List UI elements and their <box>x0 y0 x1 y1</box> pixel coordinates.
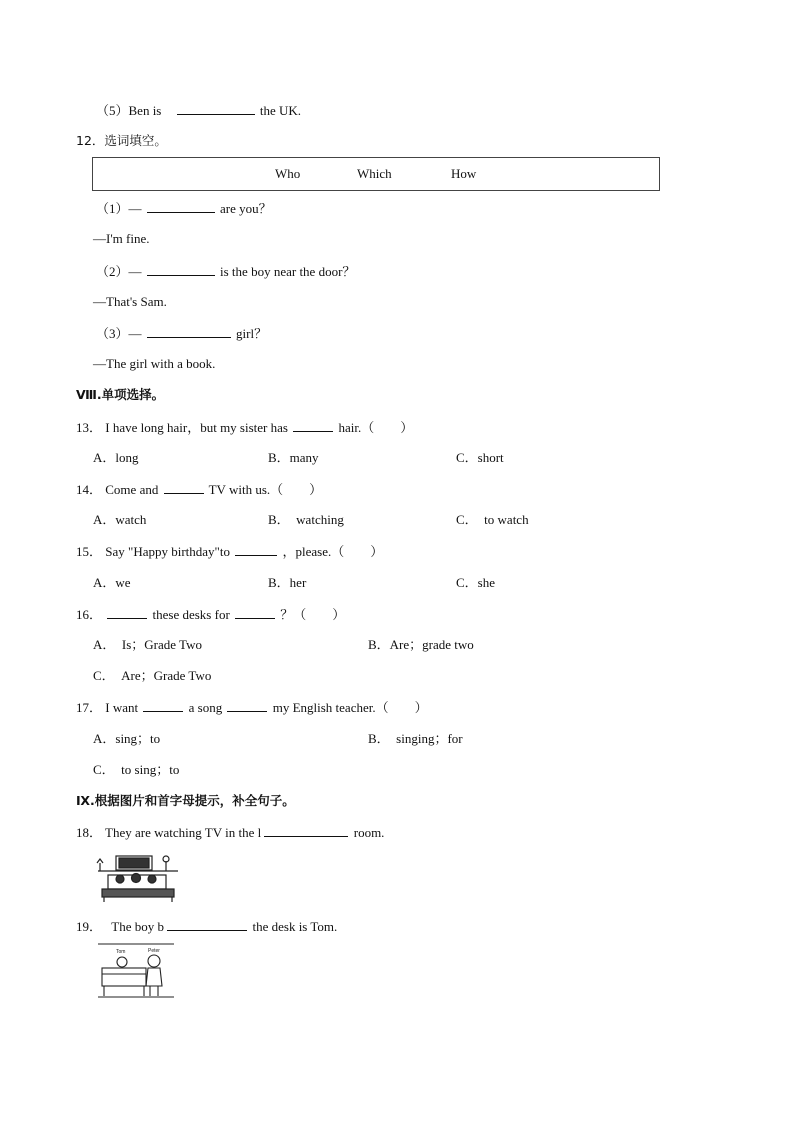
question-num: 13． <box>76 420 103 435</box>
option-c[interactable]: C． to watch <box>456 512 529 527</box>
answer-blank[interactable] <box>167 917 247 931</box>
question-17 <box>76 698 428 717</box>
question-18 <box>76 823 384 842</box>
question-text: Come and <box>105 482 159 497</box>
question-15 <box>76 542 383 561</box>
question-text: TV with us.（ ） <box>208 482 323 497</box>
question-text: Say "Happy birthday"to <box>105 544 230 559</box>
q12-item-suffix: is the boy near the door？ <box>220 264 356 279</box>
option-c[interactable]: C．she <box>456 575 496 590</box>
section-9-title: Ⅸ.根据图片和首字母提示，补全句子。 <box>76 793 295 808</box>
q12-item-num: （2）— <box>96 264 142 279</box>
option-c[interactable]: C． Are；Grade Two <box>93 668 212 683</box>
question-16 <box>76 605 345 624</box>
question-num: 15． <box>76 544 103 559</box>
answer-blank[interactable] <box>235 542 277 556</box>
question-text: hair.（ ） <box>338 420 414 435</box>
question-text: I have long hair，but my sister has <box>105 420 288 435</box>
question-num: 17． <box>76 700 103 715</box>
q12-answer-1: —I'm fine. <box>93 231 150 246</box>
word-box-item: How <box>451 166 477 181</box>
q12-item-num: （1）— <box>96 201 142 216</box>
question-text: my English teacher.（ ） <box>272 700 428 715</box>
question-text: these desks for <box>152 607 230 622</box>
question-num: 18． <box>76 825 103 840</box>
question-19 <box>76 917 337 936</box>
answer-blank[interactable] <box>293 418 333 432</box>
q12-item-suffix: girl？ <box>236 326 268 341</box>
boy-behind-desk-picture <box>96 942 176 1000</box>
picture-label-peter: Peter <box>148 948 160 954</box>
q12-answer-3: —The girl with a book. <box>93 356 216 371</box>
section-8-title: Ⅷ.单项选择。 <box>76 387 165 402</box>
option-b[interactable]: B．Are；grade two <box>368 637 474 652</box>
option-a[interactable]: A． Is；Grade Two <box>93 637 202 652</box>
answer-blank[interactable] <box>227 698 267 712</box>
question-text: ？（ ） <box>280 607 346 622</box>
option-b[interactable]: B． watching <box>268 512 344 527</box>
option-c[interactable]: C． to sing；to <box>93 762 180 777</box>
q11-item-5 <box>96 101 301 120</box>
answer-blank[interactable] <box>164 480 204 494</box>
living-room-picture <box>96 853 180 903</box>
question-text: a song <box>188 700 223 715</box>
answer-blank[interactable] <box>264 823 348 837</box>
word-box-item: Who <box>275 166 301 181</box>
option-b[interactable]: B．her <box>268 575 307 590</box>
q12-heading: 12．选词填空。 <box>76 133 167 148</box>
answer-blank[interactable] <box>147 199 215 213</box>
q11-item-5-prefix: （5）Ben is <box>96 103 162 118</box>
option-a[interactable]: A．sing；to <box>93 731 161 746</box>
option-a[interactable]: A．watch <box>93 512 147 527</box>
option-b[interactable]: B．many <box>268 450 319 465</box>
question-num: 14． <box>76 482 103 497</box>
answer-blank[interactable] <box>143 698 183 712</box>
word-box-item: Which <box>357 166 392 181</box>
answer-blank[interactable] <box>235 605 275 619</box>
question-num: 19． <box>76 919 103 934</box>
q12-item-num: （3）— <box>96 326 142 341</box>
answer-blank[interactable] <box>177 101 255 115</box>
q12-item-2 <box>96 262 355 281</box>
answer-blank[interactable] <box>147 324 231 338</box>
option-a[interactable]: A．we <box>93 575 131 590</box>
question-text: They are watching TV in the l <box>105 825 262 840</box>
option-b[interactable]: B． singing；for <box>368 731 463 746</box>
question-text: ，please.（ ） <box>282 544 384 559</box>
question-13 <box>76 418 413 437</box>
answer-blank[interactable] <box>147 262 215 276</box>
option-a[interactable]: A．long <box>93 450 139 465</box>
answer-blank[interactable] <box>107 605 147 619</box>
question-text: room. <box>353 825 385 840</box>
question-num: 16． <box>76 607 103 622</box>
q12-item-suffix: are you？ <box>220 201 272 216</box>
word-box <box>92 157 660 191</box>
picture-label-tom: Tom <box>116 949 126 955</box>
question-text: I want <box>105 700 139 715</box>
question-text: The boy b <box>111 919 164 934</box>
option-c[interactable]: C．short <box>456 450 504 465</box>
q11-item-5-suffix: the UK. <box>259 103 302 118</box>
q12-item-3 <box>96 324 267 343</box>
question-text: the desk is Tom. <box>252 919 338 934</box>
q12-item-1 <box>96 199 272 218</box>
question-14 <box>76 480 322 499</box>
q12-answer-2: —That's Sam. <box>93 294 167 309</box>
